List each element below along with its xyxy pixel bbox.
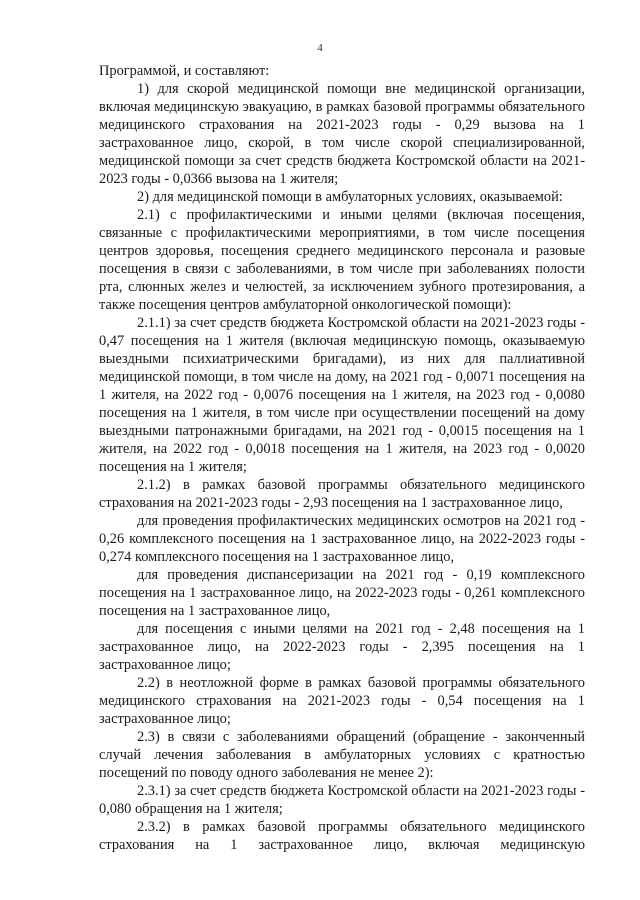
paragraph-dispensary: для проведения диспансеризации на 2021 год - 0,19 комплексного посещения на 1 застрахованное лицо, на 2022-2023 годы - 0,261 комплексного посещения на 1 застрахованное лицо, <box>99 567 585 619</box>
paragraph-2-3-2-oms: 2.3.2) в рамках базовой программы обязательного медицинского страхования на 1 застрахованное лицо, включая медицинскую <box>99 819 585 853</box>
paragraph-2-2-urgent: 2.2) в неотложной форме в рамках базовой программы обязательного медицинского страхования на 2021-2023 годы - 0,54 посещения на 1 застрахованное лицо; <box>99 675 585 727</box>
paragraph-preventive-exams: для проведения профилактических медицинских осмотров на 2021 год - 0,26 комплексного посещения на 1 застрахованное лицо, на 2022-2023 годы - 0,274 комплексного посещения на 1 застрахованное лицо, <box>99 513 585 565</box>
paragraph-1-ambulance: 1) для скорой медицинской помощи вне медицинской организации, включая медицинскую эвакуацию, в рамках базовой программы обязательного медицинского страхования на 2021-2023 годы - 0,29 вызова на 1 застрахованное лицо, скорой, в том числе скорой специализированной, медицинской помощи за счет средств бюджета Костромской области на 2021-2023 годы - 0,0366 вызова на 1 жителя; <box>99 81 585 187</box>
paragraph-2-3-1-regional-budget: 2.3.1) за счет средств бюджета Костромской области на 2021-2023 годы - 0,080 обращения на 1 жителя; <box>99 783 585 817</box>
paragraph-2-1-2-oms: 2.1.2) в рамках базовой программы обязательного медицинского страхования на 2021-2023 годы - 2,93 посещения на 1 застрахованное лицо, <box>99 477 585 511</box>
paragraph-2-1-1-regional-budget: 2.1.1) за счет средств бюджета Костромской области на 2021-2023 годы - 0,47 посещения на 1 жителя (включая медицинскую помощь, оказываемую выездными психиатрическими бригадами), из них для паллиативной медицинской помощи, в том числе на дому, на 2021 год - 0,0071 посещения на 1 жителя, на 2022 год - 0,0076 посещения на 1 жителя, на 2023 год - 0,0080 посещения на 1 жителя, в том числе при осуществлении посещений на дому выездными патронажными бригадами, на 2021 год - 0,0015 посещения на 1 жителя, на 2022 год - 0,0018 посещения на 1 жителя, на 2023 год - 0,0020 посещения на 1 жителя; <box>99 315 585 475</box>
document-body <box>99 62 585 854</box>
paragraph-2-1-preventive: 2.1) с профилактическими и иными целями (включая посещения, связанные с профилактическими мероприятиями, в том числе посещения центров здоровья, посещения среднего медицинского персонала и разовые посещения в связи с заболеваниями, в том числе при заболеваниях полости рта, слюнных желез и челюстей, за исключением зубного протезирования, а также посещения центров амбулаторной онкологической помощи): <box>99 207 585 313</box>
paragraph-intro: Программой, и составляют: <box>99 63 270 79</box>
paragraph-2-3-disease-appeals: 2.3) в связи с заболеваниями обращений (обращение - законченный случай лечения заболевания в амбулаторных условиях с кратностью посещений по поводу одного заболевания не менее 2): <box>99 729 585 781</box>
paragraph-other-visits: для посещения с иными целями на 2021 год - 2,48 посещения на 1 застрахованное лицо, на 2022-2023 годы - 2,395 посещения на 1 застрахованное лицо; <box>99 621 585 673</box>
paragraph-2-outpatient: 2) для медицинской помощи в амбулаторных условиях, оказываемой: <box>137 189 563 205</box>
page-number: 4 <box>317 42 323 54</box>
